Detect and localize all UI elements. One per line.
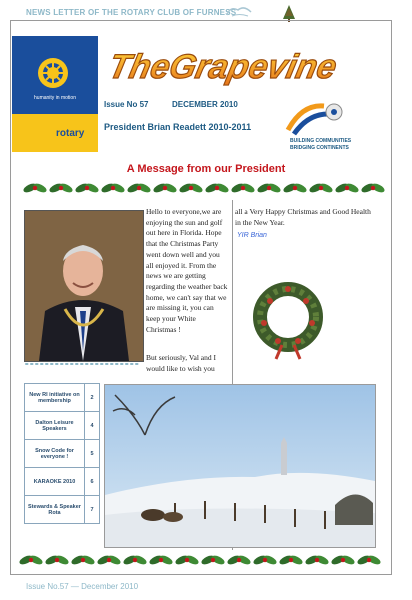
contents-row bbox=[25, 412, 100, 440]
president-portrait-icon bbox=[25, 211, 143, 361]
rotary-wheel-icon bbox=[36, 56, 70, 90]
contents-item-page: 5 bbox=[85, 440, 100, 468]
president-photo bbox=[24, 210, 144, 362]
president-line: President Brian Readett 2010-2011 bbox=[104, 122, 252, 132]
grapevine-title-text: TheGrapevine bbox=[105, 48, 341, 86]
message-column-1: Hello to everyone,we are enjoying the sun and golf out here in Florida. Hope that the Christmas Party went down well and you all enjoyed it. From the news we are getting regarding the weather back home, we can't say that we are missing it, you can keep your White Christmas ! bbox=[146, 207, 228, 334]
contents-item-title: Dalton Leisure Speakers bbox=[25, 412, 85, 440]
contents-row bbox=[25, 496, 100, 524]
rotary-logo-band bbox=[12, 114, 98, 152]
contents-item-page: 7 bbox=[85, 496, 100, 524]
signature: YIR Brian bbox=[237, 232, 267, 239]
issue-date: DECEMBER 2010 bbox=[172, 100, 238, 109]
snow-landscape-photo bbox=[104, 384, 376, 548]
rotary-tagline: humanity in motion bbox=[34, 95, 76, 101]
contents-item-page: 2 bbox=[85, 384, 100, 412]
rotary-wordmark: rotary bbox=[56, 128, 85, 139]
newsletter-top-heading: NEWS LETTER OF THE ROTARY CLUB OF FURNESS bbox=[26, 8, 237, 17]
dotted-rule bbox=[24, 362, 142, 366]
contents-item-page: 4 bbox=[85, 412, 100, 440]
grapevine-title bbox=[105, 28, 341, 94]
convention-logo bbox=[284, 100, 346, 136]
convention-caption-line2: BRIDGING CONTINENTS bbox=[290, 145, 349, 151]
holly-border-bottom-icon bbox=[20, 552, 382, 568]
message-column-1-continued: But seriously, Val and I would like to wish you bbox=[146, 353, 216, 373]
convention-caption-line1: BUILDING COMMUNITIES bbox=[290, 138, 352, 144]
issue-number: Issue No 57 bbox=[104, 100, 149, 109]
contents-item-title: Snow Code for everyone ! bbox=[25, 440, 85, 468]
message-heading: A Message from our President bbox=[126, 163, 286, 175]
contents-row bbox=[25, 384, 100, 412]
contents-item-title: Stewards & Speaker Rota bbox=[25, 496, 85, 524]
contents-row bbox=[25, 468, 100, 496]
footer-issue: Issue No.57 — December 2010 bbox=[26, 582, 139, 591]
contents-row bbox=[25, 440, 100, 468]
contents-table bbox=[24, 383, 100, 524]
contents-item-title: New RI initiative on membership bbox=[25, 384, 85, 412]
message-column-2: all a Very Happy Christmas and Good Health in the New Year. bbox=[235, 207, 371, 227]
snow-landscape-icon bbox=[105, 385, 375, 547]
convention-caption bbox=[290, 138, 400, 152]
christmas-wreath-icon bbox=[252, 265, 324, 363]
contents-item-page: 6 bbox=[85, 468, 100, 496]
cloud-sketch-icon bbox=[224, 4, 254, 18]
holly-border-icon bbox=[24, 180, 386, 196]
contents-item-title: KARAOKE 2010 bbox=[25, 468, 85, 496]
